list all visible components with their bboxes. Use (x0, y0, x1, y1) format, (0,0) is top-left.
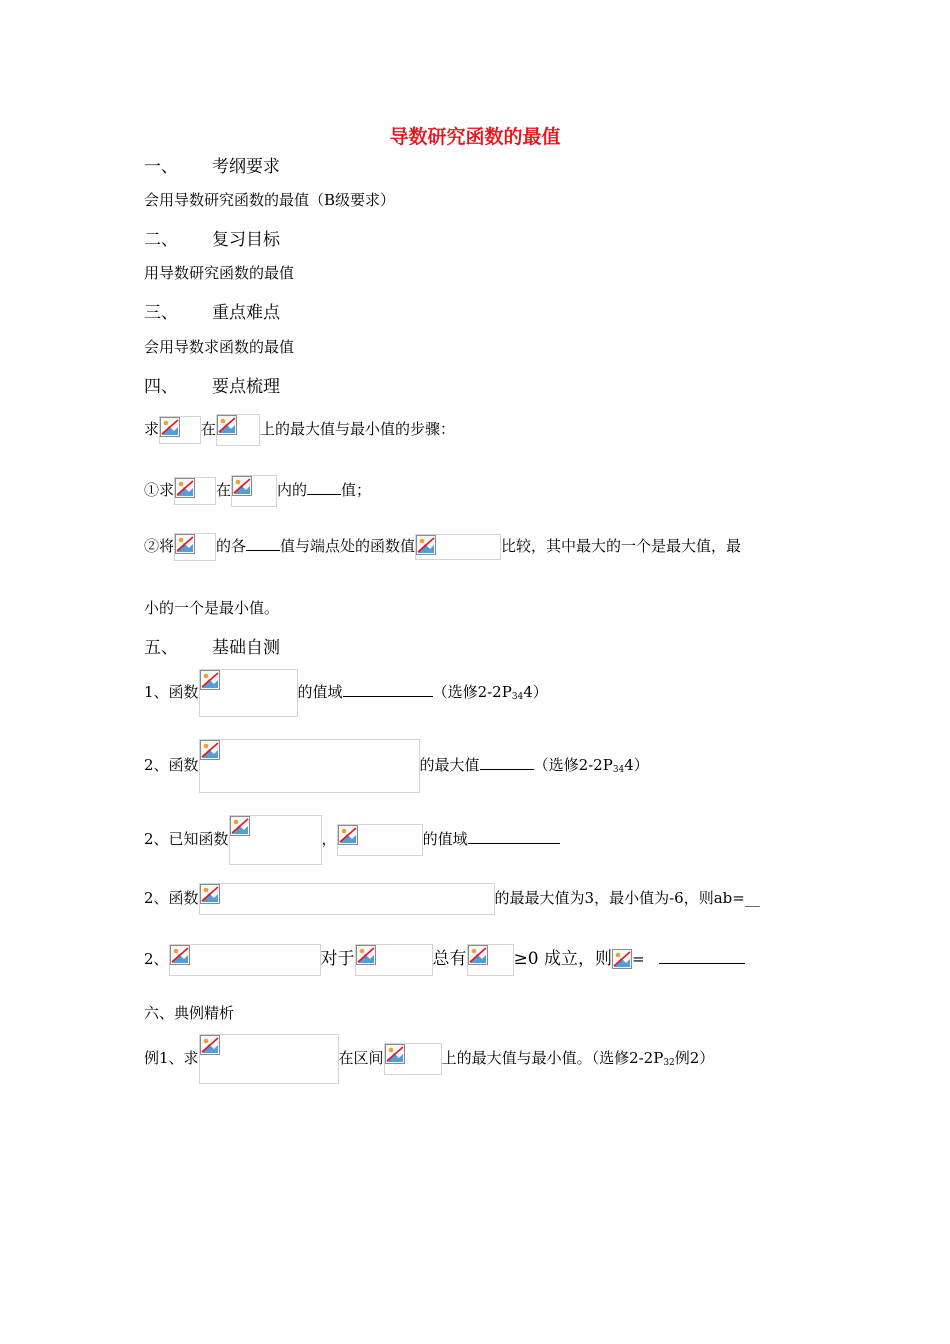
broken-image-icon (338, 825, 358, 845)
text: 上的最大值与最小值的步骤： (260, 420, 456, 438)
points-step-2-cont: 小的一个是最小值。 (144, 599, 280, 617)
text: 的最大值 (419, 756, 480, 774)
text: 的值域 (297, 683, 343, 701)
text: ②将 (144, 537, 175, 555)
broken-image-icon (170, 945, 190, 965)
text: 在 (201, 420, 217, 438)
text: 对于 (320, 949, 355, 969)
formula-image (467, 944, 514, 976)
test-question-1 (144, 669, 548, 717)
section-heading-6: 六、典例精析 (144, 1004, 235, 1022)
subscript: 34 (511, 692, 524, 702)
fill-blank (659, 949, 745, 964)
formula-image (355, 944, 433, 976)
section-title: 考纲要求 (212, 157, 280, 177)
text: 的值域 (422, 830, 468, 848)
section-number: 三、 (144, 303, 178, 323)
broken-image-icon (356, 945, 376, 965)
text: 4） (624, 756, 649, 774)
formula-image (169, 944, 321, 976)
page-title: 导数研究函数的最值 (389, 126, 561, 148)
formula-image (229, 815, 322, 865)
text: ， (321, 830, 337, 848)
formula-image (384, 1043, 442, 1075)
broken-image-icon (200, 884, 220, 904)
formula-image (199, 883, 495, 915)
text: 在 (216, 481, 232, 499)
fill-blank (307, 480, 341, 495)
section-heading-4 (144, 372, 280, 397)
text: 2、 (144, 950, 169, 968)
text: 例2） (674, 1049, 715, 1067)
text: 求 (144, 420, 160, 438)
example-1 (144, 1034, 714, 1084)
broken-image-icon (468, 945, 488, 965)
subscript: 32 (663, 1058, 675, 1068)
text: 比较，其中最大的一个是最大值，最 (501, 537, 742, 555)
formula-image (174, 477, 216, 505)
text: 的各 (216, 537, 247, 555)
test-question-2 (144, 739, 649, 793)
text: 值； (341, 481, 372, 499)
text: 4） (523, 683, 548, 701)
formula-image (199, 669, 298, 717)
text: 1、函数 (144, 683, 199, 701)
section-title: 复习目标 (212, 230, 280, 250)
section-title: 重点难点 (212, 303, 280, 323)
formula-image (159, 416, 201, 444)
test-question-5 (144, 944, 745, 976)
formula-image (415, 534, 501, 560)
text: 2、已知函数 (144, 830, 229, 848)
broken-image-icon (612, 949, 632, 969)
broken-image-icon (200, 1035, 220, 1055)
section-number: 一、 (144, 157, 178, 177)
broken-image-icon (230, 816, 250, 836)
section-heading-1 (144, 152, 280, 177)
fill-blank (480, 755, 534, 770)
points-step-1 (144, 475, 371, 507)
section-title: 基础自测 (212, 638, 280, 658)
text: 上的最大值与最小值。（选修2-2P (441, 1049, 664, 1067)
text: 的最最大值为3，最小值为-6，则ab=__ (494, 889, 760, 907)
formula-image (174, 533, 216, 561)
text: 2、函数 (144, 756, 199, 774)
text: ≥0 成立，则 (513, 949, 613, 969)
text: 内的 (277, 481, 308, 499)
section-heading-2 (144, 225, 280, 250)
section-title: 要点梳理 (212, 377, 280, 397)
formula-image (612, 949, 632, 971)
text: 2、函数 (144, 889, 199, 907)
section-heading-5 (144, 633, 280, 658)
text: 总有 (432, 949, 467, 969)
broken-image-icon (385, 1044, 405, 1064)
formula-image (199, 1034, 339, 1084)
broken-image-icon (232, 476, 252, 496)
text: 在区间 (338, 1049, 384, 1067)
points-step-2 (144, 533, 741, 561)
fill-blank (343, 682, 433, 697)
subscript: 34 (612, 765, 625, 775)
formula-image (199, 739, 420, 793)
test-question-4 (144, 883, 760, 915)
broken-image-icon (200, 740, 220, 760)
section-body-1: 会用导数研究函数的最值（B级要求） (144, 191, 396, 209)
broken-image-icon (160, 417, 180, 437)
points-intro (144, 414, 455, 446)
text: ①求 (144, 481, 175, 499)
broken-image-icon (200, 670, 220, 690)
section-number: 五、 (144, 638, 178, 658)
section-number: 四、 (144, 377, 178, 397)
text: 值与端点处的函数值 (280, 537, 416, 555)
text: 例1、求 (144, 1049, 199, 1067)
broken-image-icon (175, 478, 195, 498)
section-body-2: 用导数研究函数的最值 (144, 264, 295, 282)
section-body-3: 会用导数求函数的最值 (144, 338, 295, 356)
text: = (632, 950, 645, 968)
fill-blank (468, 829, 560, 844)
broken-image-icon (416, 535, 436, 555)
formula-image (337, 824, 423, 856)
text: （选修2-2P (432, 683, 512, 701)
formula-image (231, 475, 277, 507)
test-question-3 (144, 815, 560, 865)
formula-image (216, 414, 260, 446)
fill-blank (246, 536, 280, 551)
text: （选修2-2P (533, 756, 613, 774)
section-heading-3 (144, 298, 280, 323)
broken-image-icon (217, 415, 237, 435)
section-number: 二、 (144, 230, 178, 250)
broken-image-icon (175, 534, 195, 554)
